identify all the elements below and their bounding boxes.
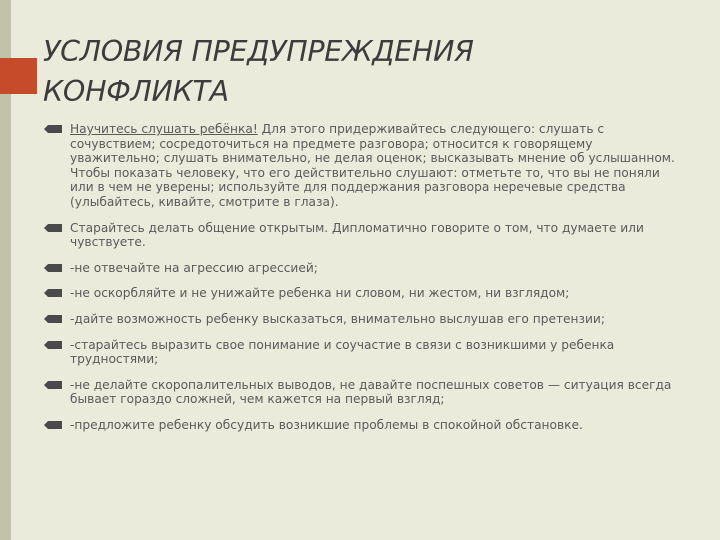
slide-title [43, 32, 683, 112]
bullet-item [44, 312, 684, 327]
pencil-icon [44, 313, 62, 325]
bullet-text: Для этого придерживайтесь следующего: слушать с сочувствием; сосредоточиться на предмете разговора; относится к говорящему уважительно; слушать внимательно, не делая оценок; высказывать мнение об услышанном. Чтобы показать человеку, что его действительно слушают: отметьте то, что вы не поняли или в чем не уверены; используйте для поддержания разговора неречевые средства (улыбайтесь, кивайте, смотрите в глаза). [70, 122, 675, 209]
pencil-icon [44, 339, 62, 351]
bullet-item [44, 378, 684, 407]
bullet-text: -не делайте скоропалительных выводов, не давайте поспешных советов — ситуация всегда бывает гораздо сложней, чем кажется на первый взгляд; [70, 377, 672, 407]
pencil-icon [44, 379, 62, 391]
bullet-text: Старайтесь делать общение открытым. Дипломатично говорите о том, что думаете или чувствуете. [70, 220, 644, 250]
bullet-text: -старайтесь выразить свое понимание и соучастие в связи с возникшими у ребенка трудностями; [70, 337, 615, 367]
pencil-icon [44, 262, 62, 274]
pencil-icon [44, 419, 62, 431]
bullet-item [44, 418, 684, 433]
bullet-item [44, 338, 684, 367]
bullet-text: -дайте возможность ребенку высказаться, внимательно выслушав его претензии; [70, 311, 605, 326]
bullet-item [44, 261, 684, 276]
bullet-item [44, 286, 684, 301]
pencil-icon [44, 222, 62, 234]
pencil-icon [44, 287, 62, 299]
bullet-item [44, 122, 684, 210]
bullet-text: -не отвечайте на агрессию агрессией; [70, 260, 318, 275]
title-accent-tab [0, 58, 37, 94]
bullet-lead-text: Научитесь слушать ребёнка! [70, 122, 258, 136]
pencil-icon [44, 123, 62, 135]
bullet-text: -предложите ребенку обсудить возникшие проблемы в спокойной обстановке. [70, 417, 583, 432]
slide-title-line-2: КОНФЛИКТА [43, 75, 229, 108]
bullet-text: -не оскорбляйте и не унижайте ребенка ни словом, ни жестом, ни взглядом; [70, 286, 570, 301]
slide-title-line-1: УСЛОВИЯ ПРЕДУПРЕЖДЕНИЯ [43, 35, 474, 68]
bullet-list [44, 122, 684, 444]
bullet-item [44, 221, 684, 250]
